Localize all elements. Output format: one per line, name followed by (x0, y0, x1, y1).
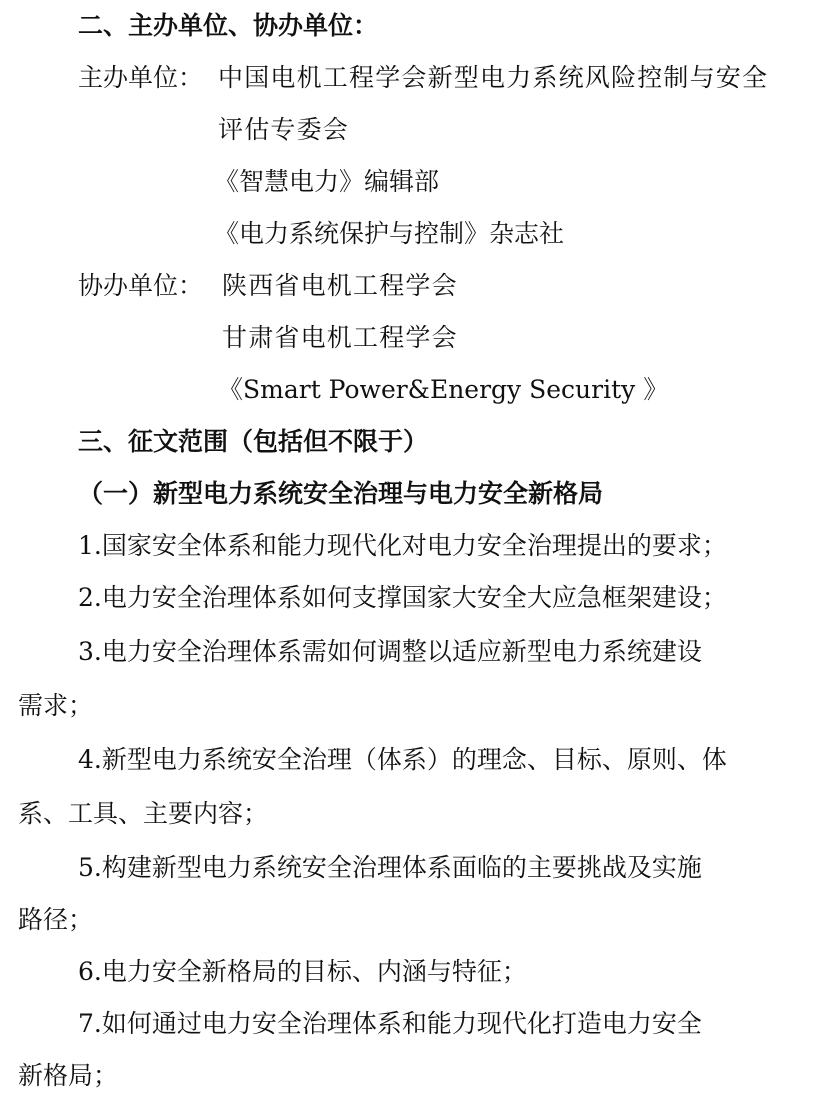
section-heading-organizers: 二、主办单位、协办单位： (78, 11, 379, 40)
co-organizer-item: 《Smart Power&Energy Security 》 (218, 375, 669, 404)
subsection-heading: （一）新型电力系统安全治理与电力安全新格局 (78, 479, 604, 508)
organizer-label: 主办单位： (78, 63, 204, 92)
list-item: 7.如何通过电力安全治理体系和能力现代化打造电力安全 (78, 1009, 702, 1038)
co-organizer-item: 甘肃省电机工程学会 (222, 323, 458, 352)
section-heading-scope: 三、征文范围（包括但不限于） (78, 427, 429, 456)
list-item-continued: 新格局； (18, 1061, 119, 1090)
list-item: 1.国家安全体系和能力现代化对电力安全治理提出的要求； (78, 531, 727, 560)
organizer-item-continued: 评估专委会 (218, 115, 350, 144)
co-organizer-item: 陕西省电机工程学会 (222, 271, 458, 300)
list-item: 4.新型电力系统安全治理（体系）的理念、目标、原则、体 (78, 745, 727, 774)
organizer-item: 《电力系统保护与控制》杂志社 (214, 219, 565, 248)
list-item: 6.电力安全新格局的目标、内涵与特征； (78, 957, 527, 986)
list-item-continued: 系、工具、主要内容； (18, 799, 269, 828)
list-item: 3.电力安全治理体系需如何调整以适应新型电力系统建设 (78, 637, 702, 666)
list-item-continued: 路径； (18, 905, 94, 934)
co-organizer-label: 协办单位： (78, 271, 204, 300)
list-item-continued: 需求； (18, 691, 94, 720)
organizer-item: 中国电机工程学会新型电力系统风险控制与安全 (218, 63, 769, 92)
list-item: 5.构建新型电力系统安全治理体系面临的主要挑战及实施 (78, 853, 702, 882)
list-item: 2.电力安全治理体系如何支撑国家大安全大应急框架建设； (78, 583, 727, 612)
organizer-item: 《智慧电力》编辑部 (214, 167, 440, 196)
